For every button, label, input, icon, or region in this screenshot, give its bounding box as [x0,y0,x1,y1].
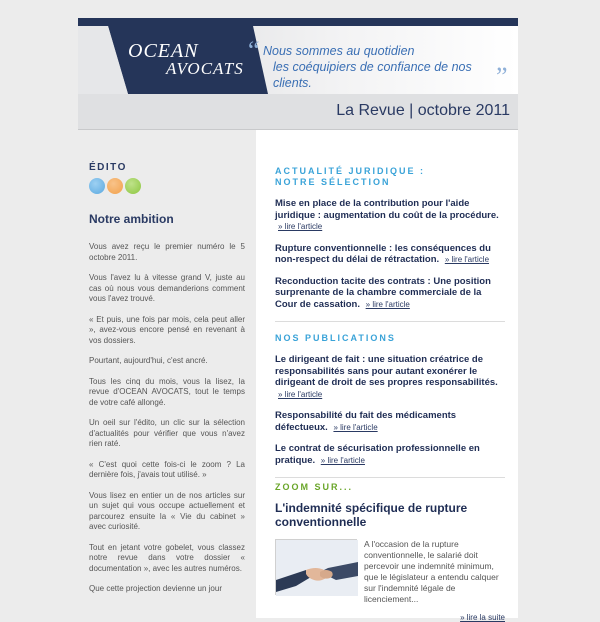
quote-open-mark: “ [248,36,260,65]
header-top-stripe [78,18,518,26]
publication-title[interactable]: Le dirigeant de fait : une situation créatrice de responsabilités sans pour autant exonérer le dirigeant de droit de ses propres responsabilités. [275,354,498,388]
newsletter-sheet [78,18,518,622]
edito-label: ÉDITO [89,162,127,173]
quote-close-mark: ” [496,62,508,91]
publications-label: NOS PUBLICATIONS [275,333,396,343]
edito-title: Notre ambition [89,212,174,226]
publication-item [275,354,505,400]
handshake-icon [276,540,358,596]
edito-paragraph: Tout en jetant votre gobelet, vous classez notre revue dans votre dossier « documentation », avec les autres numéros. [89,542,245,573]
edito-paragraph: Vous l'avez lu à vitesse grand V, juste au cas où nous vous demanderions comment vous l'avez trouvé. [89,273,245,303]
tagline-line1: Nous sommes au quotidien [263,44,415,58]
zoom-excerpt: A l'occasion de la rupture conventionnelle, le salarié doit percevoir une indemnité minimum, que le législateur a entendu calquer sur l'indemnité légale de licenciement... [364,539,499,604]
zoom-body [275,539,505,622]
edito-paragraph: Pourtant, aujourd'hui, c'est ancré. [89,356,208,365]
publication-title[interactable]: Le contrat de sécurisation professionnelle en pratique. [275,443,480,466]
news-column [256,130,518,622]
edito-paragraph: Que cette projection devienne un jour [89,584,222,593]
handshake-image [275,539,357,595]
read-article-link[interactable]: » lire l'article [333,422,378,432]
section-divider [275,321,505,322]
edito-paragraph: Un oeil sur l'édito, un clic sur la sélection d'actualités pour vérifier que vous n'avez rien raté. [89,418,245,448]
edito-body [89,242,245,605]
logo-avocats: AVOCATS [166,59,244,78]
dot-blue [89,178,105,194]
logo-band [78,26,518,94]
edito-paragraph: « C'est quoi cette fois-ci le zoom ? La dernière fois, j'avais tout utilisé. » [89,459,245,479]
read-more-link[interactable]: » lire la suite [460,613,505,622]
publication-title[interactable]: Responsabilité du fait des médicaments défectueux. [275,410,457,433]
article-item [275,243,505,266]
edito-paragraph: Vous lisez en entier un de nos articles sur un sujet qui vous occupe actuellement et parcourez ensuite la « Vie du cabinet » avec curiosité. [89,490,245,531]
issue-title: La Revue | octobre 2011 [336,102,510,119]
article-title[interactable]: Reconduction tacite des contrats : Une position surprenante de la chambre commerciale de la Cour de cassation. [275,275,491,310]
header [78,18,518,94]
article-item [275,198,505,233]
edito-dots [89,178,141,194]
publications-section [275,333,505,478]
publication-item [275,443,505,466]
logo[interactable] [128,42,244,78]
edito-paragraph: « Et puis, une fois par mois, cela peut aller », avez-vous encore pensé en revenant à vos dossiers. [89,314,245,345]
publication-item [275,410,505,433]
zoom-title[interactable]: L'indemnité spécifique de rupture conventionnelle [275,501,468,529]
tagline-line2: les coéquipiers de confiance de nos clients. [273,60,472,90]
actualite-section [275,166,505,322]
tagline [263,43,513,91]
read-article-link[interactable]: » lire l'article [278,222,323,231]
actualite-label: ACTUALITÉ JURIDIQUE : NOTRE SÉLECTION [275,166,425,187]
article-title[interactable]: Mise en place de la contribution pour l'aide juridique : augmentation du coût de la procédure. [275,198,499,221]
dot-green [125,178,141,194]
edito-column [78,130,256,618]
edito-paragraph: Vous avez reçu le premier numéro le 5 octobre 2011. [89,242,245,262]
read-article-link[interactable]: » lire l'article [365,299,410,309]
read-article-link[interactable]: » lire l'article [278,389,323,399]
read-article-link[interactable]: » lire l'article [444,255,490,264]
zoom-label: ZOOM SUR... [275,482,353,492]
read-article-link[interactable]: » lire l'article [320,455,365,465]
edito-paragraph: Tous les cinq du mois, vous la lisez, la revue d'OCEAN AVOCATS, tout le temps de votre café allongé. [89,376,245,407]
zoom-section [275,482,505,622]
issue-bar [78,94,518,130]
section-divider [275,477,505,478]
article-item [275,276,505,311]
logo-ocean: OCEAN [128,40,199,62]
article-title[interactable]: Rupture conventionnelle : les conséquences du non-respect du délai de rétractation. [275,242,491,265]
dot-orange [107,178,123,194]
